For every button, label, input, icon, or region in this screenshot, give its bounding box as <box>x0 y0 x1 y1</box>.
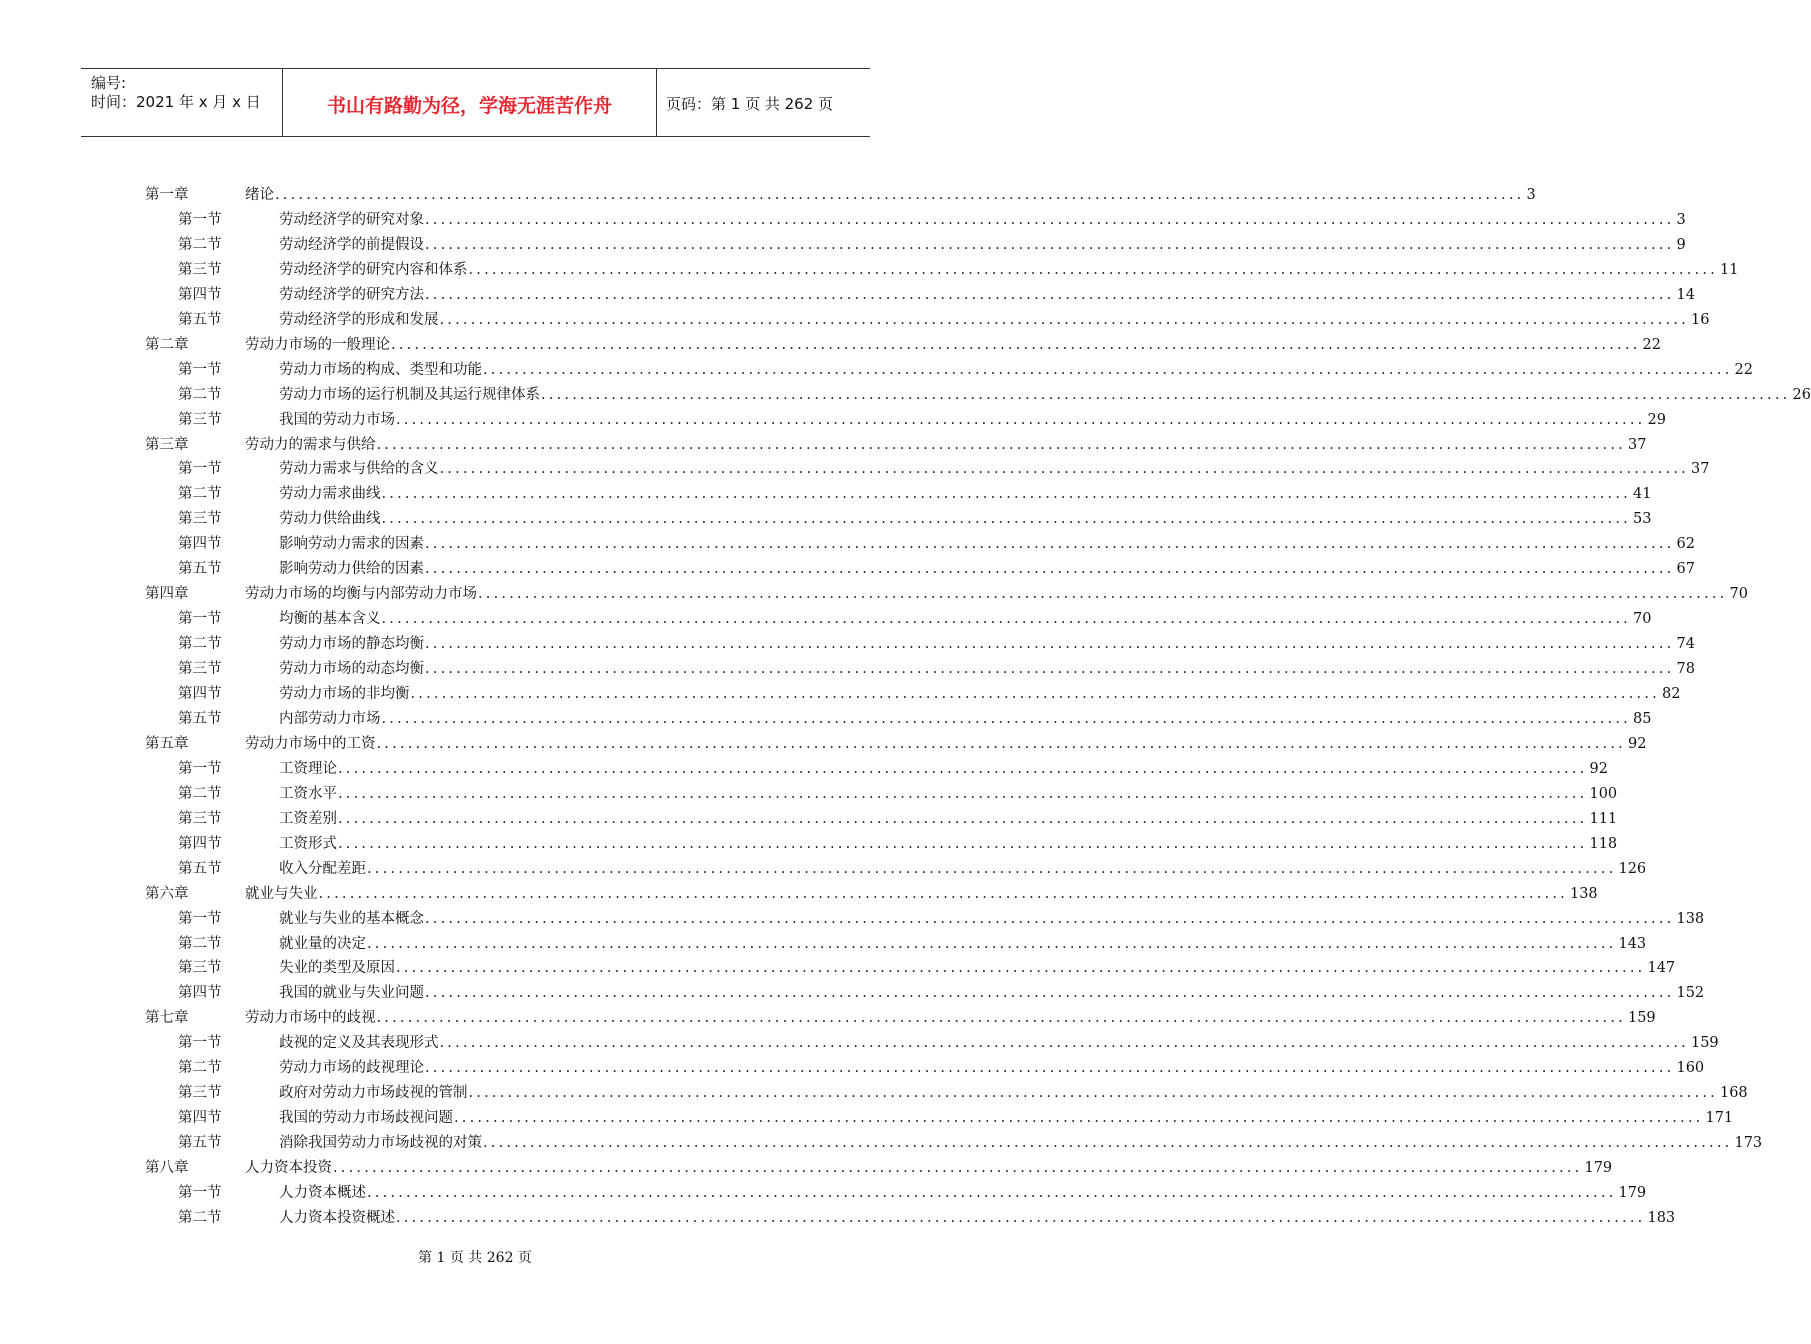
toc-section-number: 第二节 <box>178 935 222 952</box>
toc-section-number: 第一节 <box>178 611 222 628</box>
toc-section-row[interactable] <box>0 632 1695 657</box>
toc-section-row[interactable] <box>0 233 1686 258</box>
toc-dot-leader: ................................................................................................................................................................ <box>425 561 1675 578</box>
toc-section-number: 第三节 <box>178 810 222 827</box>
toc-chapter-title: 劳动力的需求与供给 <box>245 436 376 453</box>
toc-section-number: 第二节 <box>178 785 222 802</box>
toc-section-row[interactable] <box>0 707 1652 732</box>
toc-section-title: 劳动力市场的静态均衡 <box>279 636 424 653</box>
toc-page-number: 160 <box>1676 1060 1705 1077</box>
toc-section-title: 影响劳动力供给的因素 <box>279 561 424 578</box>
toc-dot-leader: ................................................................................................................................................................ <box>367 860 1617 877</box>
toc-section-number: 第一节 <box>178 760 222 777</box>
toc-section-number: 第五节 <box>178 1135 222 1152</box>
toc-page-number: 118 <box>1589 835 1618 852</box>
toc-page-number: 26 <box>1792 386 1811 403</box>
toc-chapter-row[interactable] <box>0 732 1647 757</box>
toc-page-number: 53 <box>1632 511 1652 528</box>
toc-chapter-title: 劳动力市场的一般理论 <box>245 336 390 353</box>
toc-section-row[interactable] <box>0 857 1647 882</box>
toc-dot-leader: ................................................................................................................................................................ <box>454 1110 1704 1127</box>
toc-dot-leader: ................................................................................................................................................................ <box>439 311 1689 328</box>
toc-section-row[interactable] <box>0 1056 1705 1081</box>
toc-dot-leader: ................................................................................................................................................................ <box>425 211 1675 228</box>
toc-page-number: 179 <box>1584 1160 1613 1177</box>
toc-page-number: 138 <box>1676 910 1705 927</box>
toc-section-title: 人力资本概述 <box>279 1185 366 1201</box>
toc-section-row[interactable] <box>0 832 1618 857</box>
toc-section-row[interactable] <box>0 932 1647 957</box>
toc-dot-leader: ................................................................................................................................................................ <box>425 536 1675 553</box>
toc-section-title: 就业与失业的基本概念 <box>279 910 424 927</box>
toc-chapter-title: 劳动力市场的均衡与内部劳动力市场 <box>245 586 477 603</box>
toc-page-number: 37 <box>1627 436 1647 453</box>
header-motto: 书山有路勤为径，学海无涯苦作舟 <box>326 95 612 117</box>
toc-section-number: 第三节 <box>178 661 222 678</box>
toc-section-title: 劳动经济学的研究内容和体系 <box>279 261 468 278</box>
toc-page-number: 159 <box>1627 1010 1656 1027</box>
toc-chapter-title: 就业与失业 <box>245 885 318 902</box>
toc-section-number: 第四节 <box>178 536 222 553</box>
toc-page-number: 29 <box>1647 411 1666 428</box>
toc-section-number: 第四节 <box>178 1110 222 1127</box>
toc-section-title: 我国的劳动力市场歧视问题 <box>279 1110 453 1127</box>
toc-section-row[interactable] <box>0 907 1705 932</box>
toc-section-number: 第二节 <box>178 1060 222 1077</box>
toc-section-number: 第一节 <box>178 211 222 228</box>
toc-chapter-row[interactable] <box>0 1156 1613 1181</box>
toc-section-title: 均衡的基本含义 <box>279 611 381 628</box>
toc-dot-leader: ................................................................................................................................................................ <box>478 586 1728 603</box>
toc-section-number: 第三节 <box>178 960 222 977</box>
toc-page-number: 92 <box>1589 760 1608 777</box>
toc-page-number: 70 <box>1729 586 1748 603</box>
toc-section-number: 第五节 <box>178 311 222 328</box>
toc-chapter-title: 绪论 <box>245 187 274 203</box>
toc-page-number: 78 <box>1676 661 1695 678</box>
toc-page-number: 22 <box>1734 361 1753 378</box>
toc-page-number: 92 <box>1627 735 1647 752</box>
toc-section-row[interactable] <box>0 807 1618 832</box>
document-number-label: 编号: <box>91 74 127 92</box>
toc-page-number: 14 <box>1676 286 1695 303</box>
header-motto-cell <box>282 69 657 136</box>
toc-section-row[interactable] <box>0 383 1811 408</box>
toc-section-title: 劳动经济学的前提假设 <box>279 236 424 253</box>
toc-chapter-number: 第二章 <box>145 336 189 353</box>
toc-section-title: 政府对劳动力市场歧视的管制 <box>279 1085 468 1102</box>
toc-dot-leader: ................................................................................................................................................................ <box>376 735 1626 752</box>
toc-section-title: 劳动力市场的动态均衡 <box>279 661 424 678</box>
toc-dot-leader: ................................................................................................................................................................ <box>376 1010 1626 1027</box>
toc-section-number: 第四节 <box>178 985 222 1002</box>
toc-section-row[interactable] <box>0 981 1705 1006</box>
toc-dot-leader: ................................................................................................................................................................ <box>396 1209 1646 1226</box>
toc-section-number: 第一节 <box>178 910 222 927</box>
toc-dot-leader: ................................................................................................................................................................ <box>483 1135 1733 1152</box>
toc-dot-leader: ................................................................................................................................................................ <box>468 1085 1718 1102</box>
toc-dot-leader: ................................................................................................................................................................ <box>425 636 1675 653</box>
toc-section-title: 歧视的定义及其表现形式 <box>279 1035 439 1052</box>
header-page-indicator: 页码：第 1 页 共 262 页 <box>666 95 834 113</box>
toc-dot-leader: ................................................................................................................................................................ <box>338 760 1588 777</box>
toc-section-row[interactable] <box>0 408 1666 433</box>
toc-page-number: 67 <box>1676 561 1695 578</box>
toc-dot-leader: ................................................................................................................................................................ <box>425 985 1675 1002</box>
toc-section-row[interactable] <box>0 532 1695 557</box>
page-footer: 第 1 页 共 262 页 <box>418 1250 532 1266</box>
toc-page-number: 11 <box>1719 261 1739 278</box>
toc-section-title: 就业量的决定 <box>279 935 366 952</box>
toc-chapter-row[interactable] <box>0 582 1748 607</box>
toc-page-number: 159 <box>1690 1035 1719 1052</box>
toc-chapter-number: 第四章 <box>145 586 189 603</box>
toc-section-number: 第一节 <box>178 1035 222 1052</box>
toc-section-number: 第二节 <box>178 386 222 403</box>
toc-section-number: 第四节 <box>178 286 222 303</box>
toc-section-title: 劳动力供给曲线 <box>279 511 381 528</box>
toc-section-number: 第三节 <box>178 411 222 428</box>
toc-dot-leader: ................................................................................................................................................................ <box>439 1035 1689 1052</box>
toc-section-number: 第四节 <box>178 686 222 702</box>
toc-page-number: 100 <box>1589 785 1618 802</box>
toc-section-number: 第四节 <box>178 835 222 852</box>
toc-dot-leader: ................................................................................................................................................................ <box>425 236 1675 253</box>
toc-section-number: 第三节 <box>178 1085 222 1102</box>
toc-dot-leader: ................................................................................................................................................................ <box>541 386 1791 403</box>
toc-page-number: 3 <box>1676 211 1686 228</box>
toc-section-row[interactable] <box>0 782 1618 807</box>
toc-dot-leader: ................................................................................................................................................................ <box>376 436 1626 453</box>
toc-page-number: 138 <box>1569 885 1598 902</box>
toc-dot-leader: ................................................................................................................................................................ <box>425 1060 1675 1077</box>
toc-section-title: 劳动力需求曲线 <box>279 486 381 503</box>
toc-section-title: 劳动力市场的运行机制及其运行规律体系 <box>279 386 540 403</box>
toc-page-number: 37 <box>1690 461 1710 478</box>
toc-dot-leader: ................................................................................................................................................................ <box>410 686 1660 702</box>
document-time-label: 时间：2021 年 x 月 x 日 <box>91 93 261 111</box>
toc-section-row[interactable] <box>0 258 1739 283</box>
toc-section-row[interactable] <box>0 657 1695 682</box>
toc-dot-leader: ................................................................................................................................................................ <box>381 486 1631 503</box>
toc-page-number: 126 <box>1618 860 1647 877</box>
toc-dot-leader: ................................................................................................................................................................ <box>367 1185 1617 1201</box>
toc-section-title: 劳动力市场的歧视理论 <box>279 1060 424 1077</box>
toc-section-title: 消除我国劳动力市场歧视的对策 <box>279 1135 482 1152</box>
toc-section-row[interactable] <box>0 1131 1763 1156</box>
toc-chapter-title: 劳动力市场中的工资 <box>245 735 376 752</box>
toc-page-number: 111 <box>1589 810 1618 827</box>
toc-dot-leader: ................................................................................................................................................................ <box>425 286 1675 303</box>
toc-section-title: 人力资本投资概述 <box>279 1209 395 1226</box>
document-header <box>81 68 870 137</box>
toc-chapter-row[interactable] <box>0 433 1647 458</box>
toc-dot-leader: ................................................................................................................................................................ <box>483 361 1733 378</box>
toc-chapter-row[interactable] <box>0 183 1536 208</box>
toc-page-number: 16 <box>1690 311 1710 328</box>
toc-section-title: 内部劳动力市场 <box>279 710 381 727</box>
toc-section-title: 劳动力需求与供给的含义 <box>279 461 439 478</box>
toc-dot-leader: ................................................................................................................................................................ <box>338 810 1588 827</box>
toc-dot-leader: ................................................................................................................................................................ <box>391 336 1641 353</box>
toc-section-number: 第二节 <box>178 236 222 253</box>
toc-page-number: 183 <box>1647 1209 1676 1226</box>
toc-chapter-number: 第一章 <box>145 187 189 203</box>
toc-dot-leader: ................................................................................................................................................................ <box>318 885 1568 902</box>
header-info-cell <box>81 69 282 136</box>
toc-section-row[interactable] <box>0 682 1681 707</box>
toc-dot-leader: ................................................................................................................................................................ <box>396 411 1646 428</box>
toc-section-row[interactable] <box>0 1181 1647 1206</box>
toc-page-number: 9 <box>1676 236 1686 253</box>
toc-dot-leader: ................................................................................................................................................................ <box>338 785 1588 802</box>
toc-chapter-number: 第七章 <box>145 1010 189 1027</box>
toc-page-number: 41 <box>1632 486 1652 503</box>
toc-dot-leader: ................................................................................................................................................................ <box>275 187 1525 203</box>
toc-page-number: 22 <box>1642 336 1661 353</box>
toc-chapter-title: 人力资本投资 <box>245 1160 332 1177</box>
toc-section-title: 我国的劳动力市场 <box>279 411 395 428</box>
toc-section-number: 第一节 <box>178 1185 222 1201</box>
toc-section-number: 第二节 <box>178 486 222 503</box>
toc-section-number: 第一节 <box>178 461 222 478</box>
toc-section-row[interactable] <box>0 1081 1748 1106</box>
toc-page-number: 74 <box>1676 636 1695 653</box>
toc-dot-leader: ................................................................................................................................................................ <box>468 261 1718 278</box>
toc-dot-leader: ................................................................................................................................................................ <box>439 461 1689 478</box>
toc-section-row[interactable] <box>0 1206 1676 1231</box>
toc-section-row[interactable] <box>0 956 1676 981</box>
toc-page-number: 171 <box>1705 1110 1734 1127</box>
toc-section-title: 收入分配差距 <box>279 860 366 877</box>
toc-section-title: 劳动经济学的研究对象 <box>279 211 424 228</box>
toc-dot-leader: ................................................................................................................................................................ <box>381 710 1631 727</box>
toc-page-number: 152 <box>1676 985 1705 1002</box>
toc-section-title: 工资理论 <box>279 760 337 777</box>
toc-page-number: 70 <box>1632 611 1652 628</box>
toc-section-title: 劳动经济学的形成和发展 <box>279 311 439 328</box>
toc-chapter-number: 第五章 <box>145 735 189 752</box>
toc-section-number: 第二节 <box>178 636 222 653</box>
toc-dot-leader: ................................................................................................................................................................ <box>338 835 1588 852</box>
toc-section-title: 劳动经济学的研究方法 <box>279 286 424 303</box>
toc-section-number: 第一节 <box>178 361 222 378</box>
toc-section-row[interactable] <box>0 1106 1734 1131</box>
toc-section-row[interactable] <box>0 358 1753 383</box>
toc-section-number: 第三节 <box>178 511 222 528</box>
toc-page-number: 62 <box>1676 536 1695 553</box>
toc-dot-leader: ................................................................................................................................................................ <box>381 611 1631 628</box>
toc-section-row[interactable] <box>0 557 1695 582</box>
toc-section-title: 劳动力市场的构成、类型和功能 <box>279 361 482 378</box>
toc-section-title: 工资差别 <box>279 810 337 827</box>
toc-chapter-row[interactable] <box>0 333 1661 358</box>
toc-page-number: 3 <box>1526 187 1536 203</box>
toc-chapter-number: 第八章 <box>145 1160 189 1177</box>
toc-section-title: 我国的就业与失业问题 <box>279 985 424 1002</box>
toc-page-number: 147 <box>1647 960 1676 977</box>
toc-chapter-number: 第六章 <box>145 885 189 902</box>
toc-section-row[interactable] <box>0 457 1710 482</box>
toc-dot-leader: ................................................................................................................................................................ <box>425 661 1675 678</box>
toc-chapter-row[interactable] <box>0 882 1598 907</box>
toc-section-number: 第五节 <box>178 710 222 727</box>
toc-section-row[interactable] <box>0 482 1652 507</box>
toc-chapter-row[interactable] <box>0 1006 1656 1031</box>
toc-page-number: 82 <box>1661 686 1681 702</box>
toc-section-title: 工资水平 <box>279 785 337 802</box>
toc-chapter-number: 第三章 <box>145 436 189 453</box>
toc-section-title: 失业的类型及原因 <box>279 960 395 977</box>
toc-page-number: 173 <box>1734 1135 1763 1152</box>
toc-section-row[interactable] <box>0 208 1686 233</box>
toc-section-row[interactable] <box>0 507 1652 532</box>
toc-dot-leader: ................................................................................................................................................................ <box>333 1160 1583 1177</box>
toc-page-number: 143 <box>1618 935 1647 952</box>
toc-section-number: 第二节 <box>178 1209 222 1226</box>
toc-section-number: 第五节 <box>178 561 222 578</box>
toc-dot-leader: ................................................................................................................................................................ <box>367 935 1617 952</box>
toc-dot-leader: ................................................................................................................................................................ <box>381 511 1631 528</box>
header-pager-cell <box>656 69 870 136</box>
toc-section-row[interactable] <box>0 283 1695 308</box>
toc-section-row[interactable] <box>0 757 1608 782</box>
toc-section-title: 影响劳动力需求的因素 <box>279 536 424 553</box>
toc-page-number: 179 <box>1618 1185 1647 1201</box>
toc-page-number: 85 <box>1632 710 1652 727</box>
toc-section-row[interactable] <box>0 607 1652 632</box>
toc-section-row[interactable] <box>0 308 1710 333</box>
toc-section-number: 第三节 <box>178 261 222 278</box>
toc-section-number: 第五节 <box>178 860 222 877</box>
toc-page-number: 168 <box>1719 1085 1748 1102</box>
toc-dot-leader: ................................................................................................................................................................ <box>425 910 1675 927</box>
toc-section-title: 劳动力市场的非均衡 <box>279 686 410 702</box>
toc-chapter-title: 劳动力市场中的歧视 <box>245 1010 376 1027</box>
toc-dot-leader: ................................................................................................................................................................ <box>396 960 1646 977</box>
toc-section-row[interactable] <box>0 1031 1719 1056</box>
toc-section-title: 工资形式 <box>279 835 337 852</box>
